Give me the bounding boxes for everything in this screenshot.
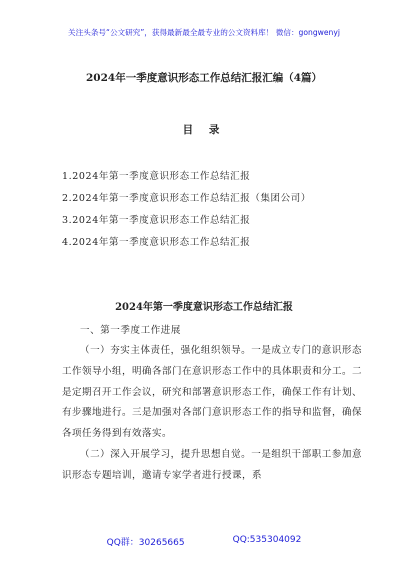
footer-qq-group: QQ群：30265665 bbox=[106, 538, 185, 548]
header-banner: 关注头条号“公文研究”，获得最新最全最专业的公文资料库！ 微信：gongwenyj bbox=[68, 28, 340, 37]
toc-list bbox=[62, 170, 362, 258]
body-paragraph: （二）深入开展学习，提升思想自觉。一是组织干部职工参加意识形态专题培训，邀请专家学者进行授课，系 bbox=[62, 448, 362, 481]
section-subheading: 一、第一季度工作进展 bbox=[80, 325, 182, 336]
section-title: 2024年第一季度意识形态工作总结汇报 bbox=[115, 302, 293, 313]
toc-heading: 目 录 bbox=[182, 124, 226, 136]
document-title: 2024年一季度意识形态工作总结汇报汇编（4篇） bbox=[85, 72, 323, 84]
document-body bbox=[62, 321, 362, 487]
footer-qq-contact: QQ:535304092 bbox=[232, 535, 302, 545]
body-paragraph: （一）夯实主体责任，强化组织领导。一是成立专门的意识形态工作领导小组，明确各部门在意识形态工作中的具体职责和分工。二是定期召开工作会议，研究和部署意识形态工作，确保工作有计划、有步骤地进行。三是加强对各部门意识形态工作的指导和监督，确保各项任务得到有效落实。 bbox=[62, 345, 363, 440]
toc-item[interactable]: 4.2024年第一季度意识形态工作总结汇报 bbox=[62, 237, 251, 248]
toc-item[interactable]: 2.2024年第一季度意识形态工作总结汇报（集团公司） bbox=[62, 193, 311, 204]
footer bbox=[0, 535, 408, 548]
toc-item[interactable]: 3.2024年第一季度意识形态工作总结汇报 bbox=[62, 215, 251, 226]
toc-item[interactable]: 1.2024年第一季度意识形态工作总结汇报 bbox=[62, 171, 251, 182]
